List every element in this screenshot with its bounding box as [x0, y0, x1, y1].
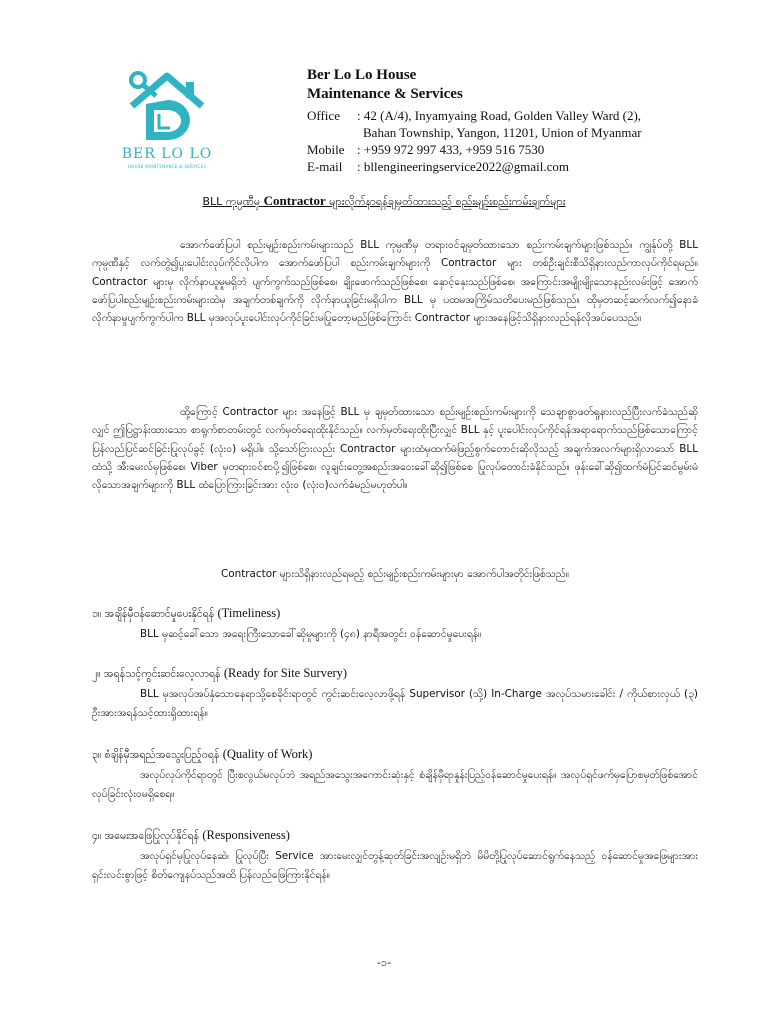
company-details: [307, 66, 747, 175]
rule-heading-text: အချိန်မှီဝန်ဆောင်မှုပေးနိုင်ရန်: [104, 608, 215, 620]
title-bold: Contractor: [263, 193, 326, 208]
email-address: : bllengineeringservice2022@gmail.com: [357, 159, 569, 174]
rule-3-heading: [92, 747, 702, 764]
office-address-line2: Bahan Township, Yangon, 11201, Union of Myanmar: [363, 125, 642, 140]
rule-heading-english: (Ready for Site Survery): [223, 666, 348, 680]
page-number: -၁-: [376, 956, 392, 969]
paragraph-2: ထို့ကြောင့် Contractor များ အနေဖြင့် BLL မှ ချမှတ်ထားသော စည်းမျဉ်းစည်းကမ်းများကို သေချာစွာဖတ်ရှုနားလည်ပြီးလက်ခံသည်ဆိုလျှင် ဤပြဋ္ဌာန်းထားသော စာရွက်စာတမ်းတွင် လက်မှတ်ရေးထိုးနိုင်သည်။ လက်မှတ်ရေးထိုးပြီးလျှင် BLL နှင့် ပူးပေါင်းလုပ်ကိုင်ရန်အရာရောက်သည်ဖြစ်သောကြောင့် ပြန်လည်ပြင်ဆင်ခြင်းပြုလုပ်ခွင့် (လုံး၀) မရှိပါ။ သို့သော်ငြားလည်း Contractor များထံမှထက်မံဖြည့်စွက်တောင်းဆိုလိုသည့် အချက်အလက်များရှိလာသော် BLL ထံသို့ အီးမေးလ်မှဖြစ်စေ၊ Viber မှတရားဝင်စာပို့၍ဖြစ်စေ၊ လူချင်းတွေ့အစည်းအဝေးခေါ်ဆို၍ဖြစ်စေ ပြုလုပ်တောင်းခံနိုင်သည်။ ဖုန်းခေါ်ဆို၍ထက်မံပြင်ဆင်မွမ်းမံလိုသောအချက်များကို BLL ထံပြောကြားခြင်းအား လုံး၀ (လုံး၀)လက်ခံမည်မဟုတ်ပါ။: [92, 406, 698, 492]
rule-number: ၄။: [92, 830, 102, 842]
title-suffix: များလိုက်နာရန်ချမှတ်ထားသည့် စည်းမျဉ်းစည်းကမ်းချက်များ: [329, 195, 566, 208]
contact-block: [307, 107, 747, 175]
mobile-label: Mobile: [307, 142, 345, 157]
rule-4-body: အလုပ်ရှင်မှပြုလုပ်နေဆဲ၊ ပြုလုပ်ပြီး Service အားမေးလျှင်တွန့်ဆုတ်ခြင်းအလျဉ်းမရှိဘဲ မိမိတို့ပြုလုပ်ဆောင်ရွက်နေသည့် ဝန်ဆောင်မှုအဖြေများအား ရှင်းလင်းစွာဖြင့် စိတ်ကျေနပ်သည်အထိ ပြန်လည်ဖြေကြားနိုင်ရန်။: [92, 850, 698, 881]
title-prefix: BLL ကုမ္ပဏီမှ: [202, 195, 261, 208]
rule-heading-text: အရန်သင့်ကွင်းဆင်းလေ့လာရန်: [103, 668, 221, 680]
paragraph-1: အောက်ဖော်ပြပါ စည်းမျဉ်းစည်းကမ်းများသည် BLL ကုမ္ပဏီမှ တရားဝင်ချမှတ်ထားသော စည်းကမ်းချက်များဖြစ်သည်။ ကျွန်ုပ်တို့ BLL ကုမ္ပဏီနှင့် လက်တွဲ၍ပူးပေါင်းလုပ်ကိုင်လိုပါက အောက်ဖော်ပြပါ စည်းကမ်းချက်များကို Contractor များ တစ်ဦးချင်းစီသိရှိနားလည်ကာလုပ်ကိုင်ရမည်။ Contractor များမှ လိုက်နာယူမှုမရှိဘဲ ပျက်ကွက်သည်ဖြစ်စေ၊ ချိုးဖောက်သည်ဖြစ်စေ၊ နှောင့်နှေးသည်ဖြစ်စေ၊ အကြောင်းအမျိုးမျိုးသောနည်းလမ်းဖြင့် အောက်ဖော်ပြပါစည်းမျဉ်းစည်းကမ်းများထဲမှ အချက်တစ်ချက်ကို လိုက်နာယူခြင်းမရှိပါက BLL မှ ပထမအကြိမ်သတိပေးမည်ဖြစ်သည်။ ထိုမှတဆင့်ဆက်လက်၍နောခံလိုက်နာမှုပျက်ကွက်ပါက BLL မှအလုပ်ပူးပေါင်းလုပ်ကိုင်ခြင်းမပြုတော့မည်ဖြစ်ကြောင်း Contractor များအနေဖြင့်သိရှိနားလည်ရန်လိုအပ်ပေသည်။: [92, 239, 698, 325]
rule-heading-english: (Timeliness): [217, 606, 281, 620]
document-title: [60, 193, 708, 211]
company-logo: [112, 70, 222, 180]
email-label: E-mail: [307, 159, 343, 174]
rule-4-heading: [92, 828, 702, 845]
brand-subtitle: HOUSE MAINTENANCE & SERVICES: [127, 164, 207, 169]
rule-1-heading: [92, 606, 702, 623]
mobile-numbers: : +959 972 997 433, +959 516 7530: [357, 142, 545, 157]
rule-heading-text: အမေးအဖြေပြုလုပ်နိုင်ရန်: [104, 830, 199, 842]
rule-number: ၁။: [92, 608, 102, 620]
rule-heading-english: (Responsiveness): [202, 828, 290, 842]
rules-intro: Contractor များသိရှိနားလည်ရမည့် စည်းမျဉ်းစည်းကမ်းများမှာ အောက်ပါအတိုင်းဖြစ်သည်။: [221, 568, 569, 580]
rule-2-body: BLL မှအလုပ်အပ်နှံသောနေရာသို့စေခိုင်းရာတွင် ကွင်းဆင်းလေ့လာဖို့ရန် Supervisor (သို့) In-Charge အလုပ်သမားခေါင်း / ကိုယ်စားလှယ် (၃) ဦးအားအရန်သင့်ထားရှိထားရန်။: [92, 688, 698, 719]
office-address: : 42 (A/4), Inyamyaing Road, Golden Valley Ward (2),: [357, 108, 642, 123]
rule-number: ၃။: [92, 749, 102, 761]
rule-3-body: အလုပ်လုပ်ကိုင်ရာတွင် ပြီးစလွယ်မလုပ်ဘဲ အရည်အသွေးအကောင်းဆုံးနှင့် စံချိန်မှီရာနှုန်းပြည့်ဝန်ဆောင်မှုပေးရန်။ အလုပ်ရှင်ဖက်မှပြောစမှတ်ဖြစ်အောင်လုပ်ခြင်းလုံး၀မရှိစေရ။: [92, 769, 698, 800]
rule-heading-english: (Quality of Work): [222, 747, 313, 761]
rule-2-heading: [92, 666, 702, 683]
brand-name: BER LO LO: [121, 146, 213, 162]
office-label: Office: [307, 108, 340, 123]
company-name-line2: Maintenance & Services: [307, 86, 463, 102]
rule-number: ၂။: [92, 668, 101, 680]
rule-1-body: BLL မှဆင့်ခေါ်သော အရေးကြီးသောခေါ်ဆိုမှုများကို (၄၈) နာရီအတွင်း ဝန်ဆောင်မှုပေးရန်။: [140, 628, 482, 640]
house-wrench-logo-icon: [126, 70, 208, 148]
rule-heading-text: စံချိန်မှီအရည်အသွေးပြည့်ဝရန်: [104, 749, 220, 761]
company-name-line1: Ber Lo Lo House: [307, 67, 417, 83]
